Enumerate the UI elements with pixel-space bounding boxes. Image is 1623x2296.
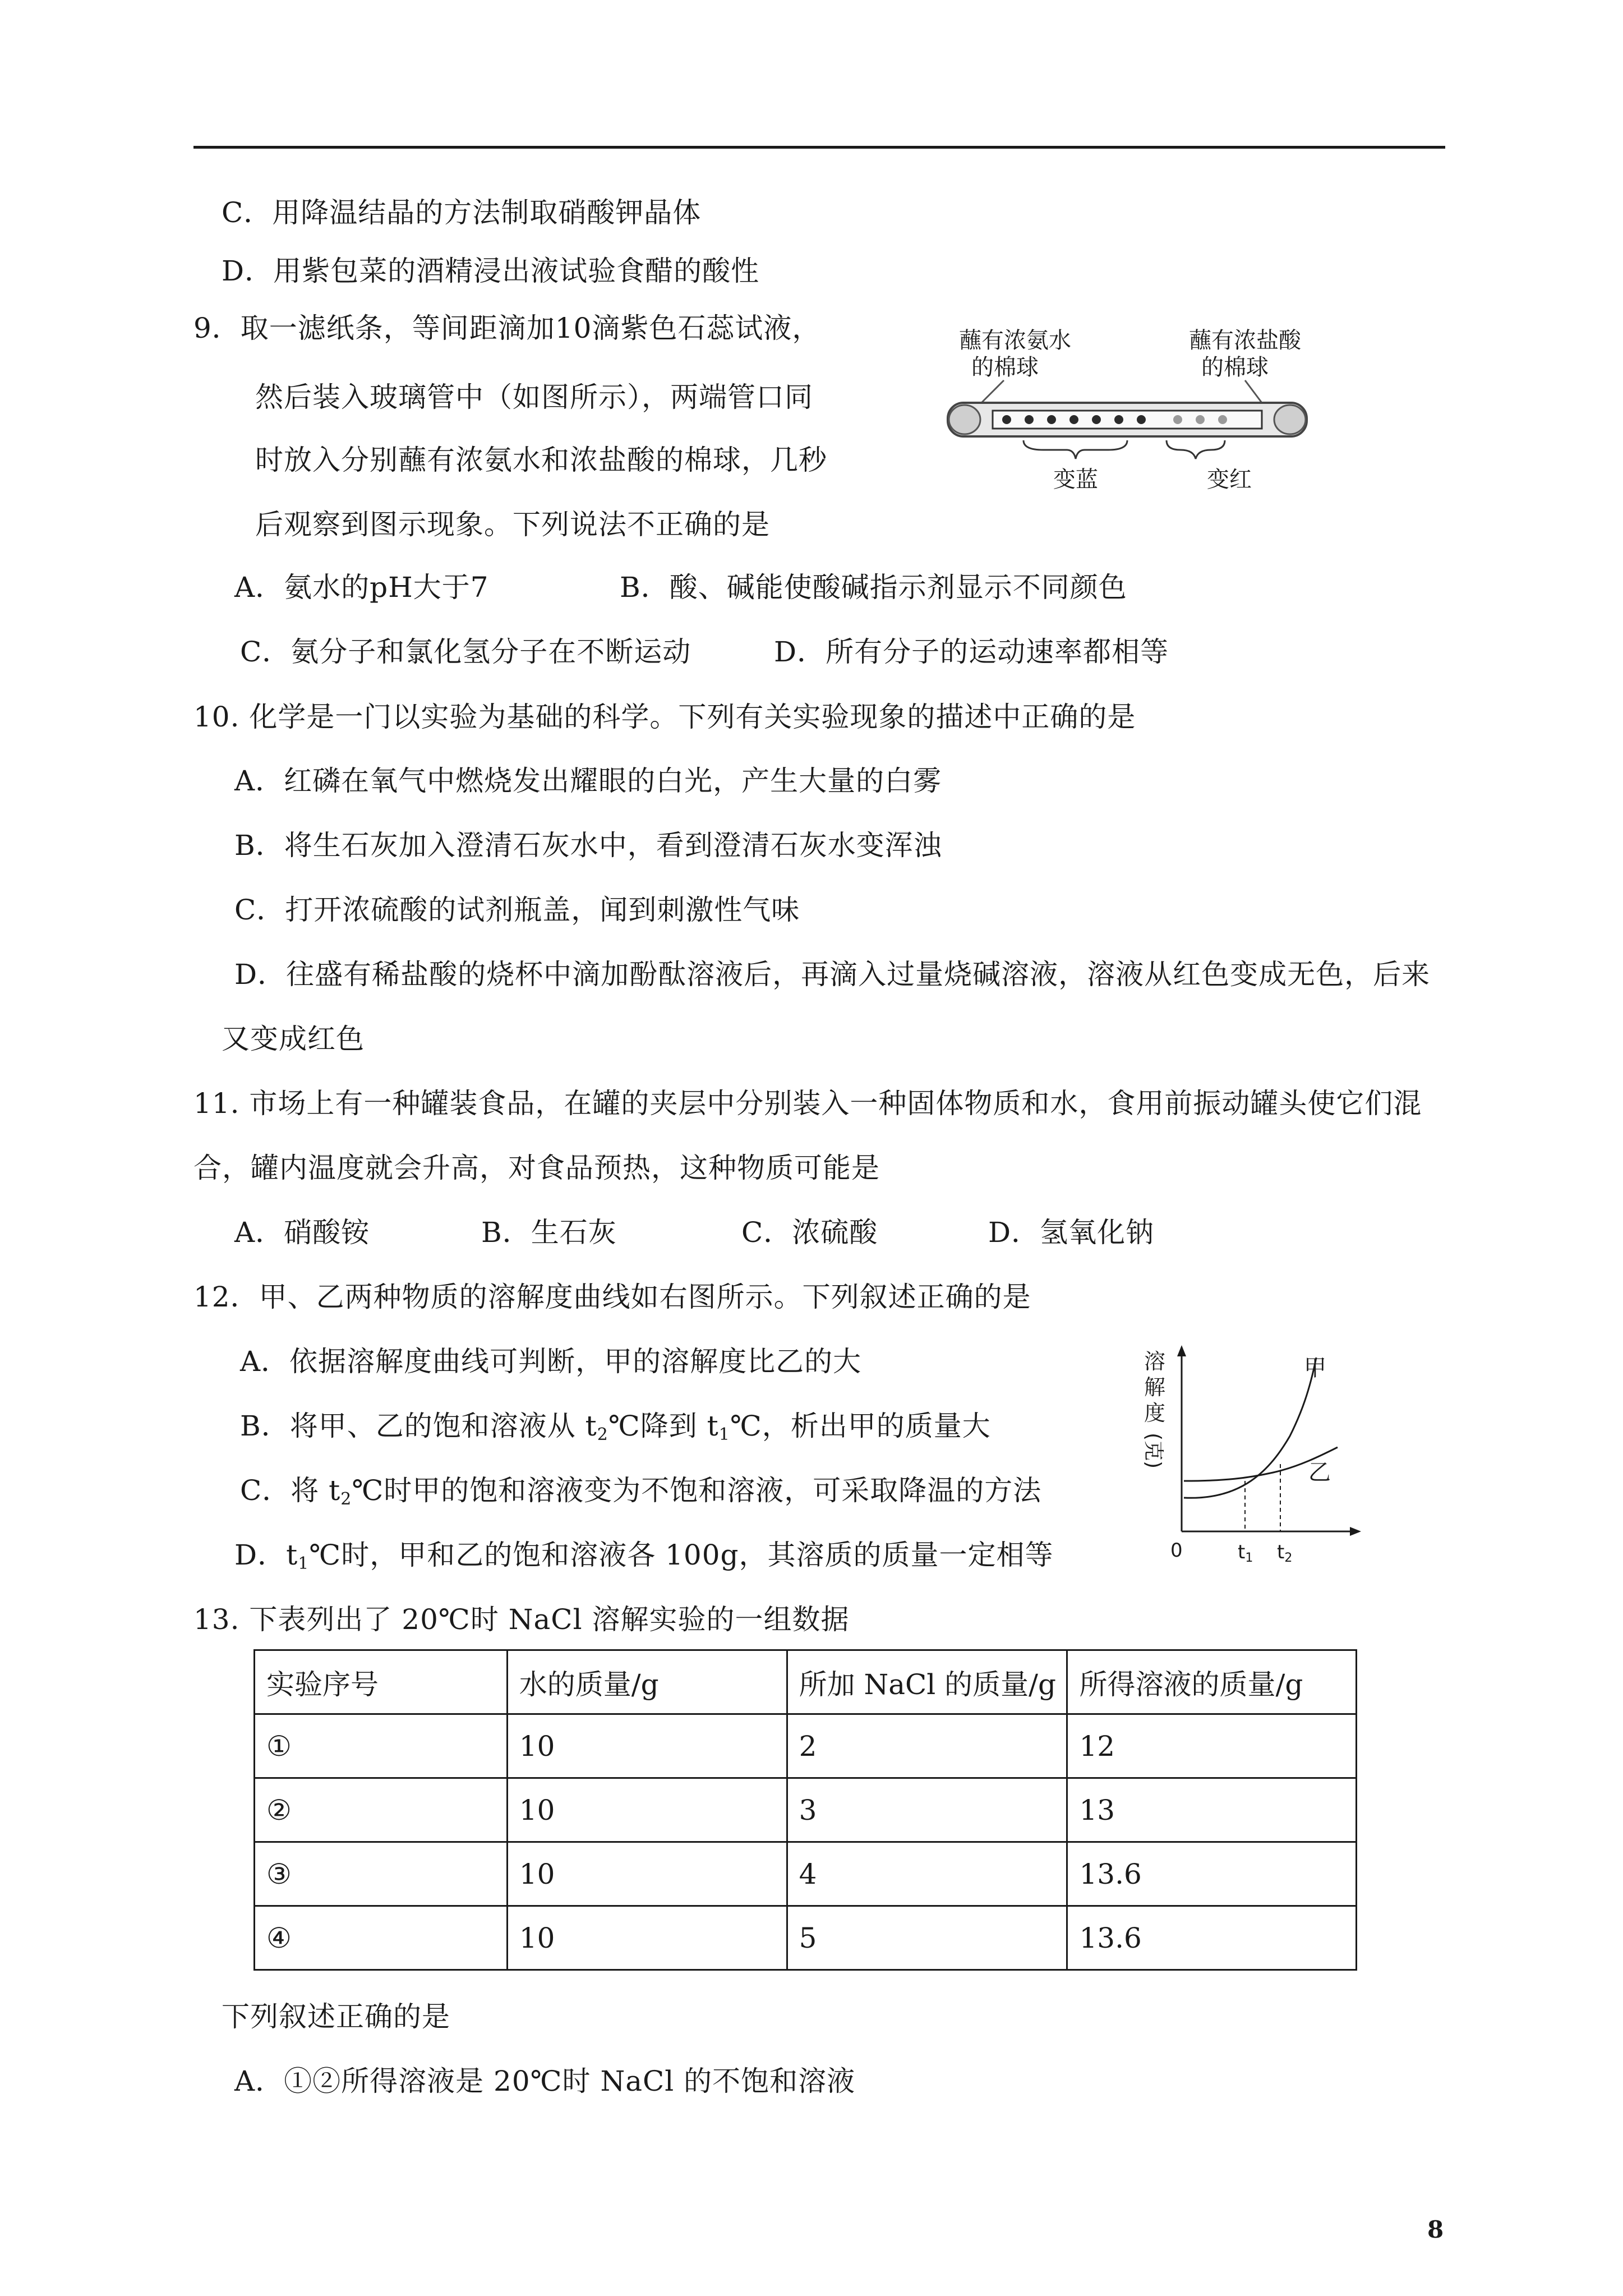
table-cell: ④ (255, 1906, 508, 1970)
q12-curve-yi-label: 乙 (1308, 1460, 1331, 1485)
table-header-cell: 水的质量/g (507, 1650, 787, 1714)
table-cell: 2 (787, 1714, 1067, 1778)
table-cell: ① (255, 1714, 508, 1778)
table-cell: 13.6 (1067, 1842, 1357, 1906)
q10-option-d-continued: 又变成红色 (222, 1023, 365, 1055)
q12-x-axis-arrow (1350, 1527, 1361, 1536)
q9-option-a: A．氨水的pH大于7 (234, 571, 489, 604)
q11-option-d: D．氢氧化钠 (988, 1216, 1155, 1249)
table-cell: 12 (1067, 1714, 1357, 1778)
q13-after-table: 下列叙述正确的是 (222, 2000, 450, 2033)
table-header-row (255, 1650, 1357, 1714)
q11-stem-line1: 11. 市场上有一种罐装食品，在罐的夹层中分别装入一种固体物质和水，食用前振动罐头使它们混 (193, 1087, 1422, 1120)
q10-option-c: C．打开浓硫酸的试剂瓶盖，闻到刺激性气味 (234, 894, 800, 926)
q12-ylabel-char-2: 解 (1144, 1375, 1166, 1400)
q9-stem-line3: 时放入分别蘸有浓氨水和浓盐酸的棉球，几秒 (255, 444, 827, 476)
q12-option-c: C．将 $t_2℃$时甲的饱和溶液变为不饱和溶液，可采取降温的方法 (240, 1474, 1042, 1509)
q11-option-a: A．硝酸铵 (234, 1216, 370, 1249)
q12-y-axis-arrow (1177, 1345, 1186, 1356)
q10-option-b: B．将生石灰加入澄清石灰水中，看到澄清石灰水变浑浊 (234, 829, 942, 862)
table-cell: 10 (507, 1778, 787, 1842)
table-row (255, 1714, 1357, 1778)
q9-left-pointer (981, 380, 1004, 403)
q9-option-d: D．所有分子的运动速率都相等 (774, 636, 1169, 668)
header-rule (193, 146, 1445, 149)
q9-dot-blue (1047, 415, 1056, 424)
q9-dot-blue (1137, 415, 1146, 424)
q9-stem-line2: 然后装入玻璃管中（如图所示），两端管口同 (255, 381, 813, 413)
table-cell: 10 (507, 1714, 787, 1778)
table-cell: 10 (507, 1842, 787, 1906)
q10-option-a: A．红磷在氧气中燃烧发出耀眼的白光，产生大量的白雾 (234, 765, 942, 797)
q9-blue-brace (1023, 440, 1127, 459)
q10-option-d: D．往盛有稀盐酸的烧杯中滴加酚酞溶液后，再滴入过量烧碱溶液，溶液从红色变成无色，后来 (234, 958, 1431, 991)
q9-dot-blue (1069, 415, 1078, 424)
q12-t1-label: t1 (1238, 1541, 1253, 1565)
table-cell: ③ (255, 1842, 508, 1906)
table-header-cell: 所得溶液的质量/g (1067, 1650, 1357, 1714)
q9-right-cotton-ball (1274, 405, 1306, 434)
q12-option-b: B．将甲、乙的饱和溶液从 $t_2℃$降到 $t_1℃$，析出甲的质量大 (240, 1410, 991, 1444)
q9-blue-label: 变蓝 (1053, 467, 1098, 493)
q9-right-pointer (1245, 380, 1262, 403)
q12-ylabel-char-1: 溶 (1144, 1349, 1166, 1374)
q13-data-table (253, 1649, 1357, 1971)
q13-stem: 13. 下表列出了 20℃时 NaCl 溶解实验的一组数据 (193, 1603, 850, 1636)
q9-dot-red (1196, 415, 1205, 424)
table-cell: 13 (1067, 1778, 1357, 1842)
page-number: 8 (1427, 2216, 1444, 2243)
q8-option-c: C．用降温结晶的方法制取硝酸钾晶体 (222, 196, 702, 229)
q9-dot-blue (1092, 415, 1101, 424)
q11-option-c: C．浓硫酸 (741, 1216, 878, 1249)
table-cell: 4 (787, 1842, 1067, 1906)
q9-dot-blue (1114, 415, 1123, 424)
q9-dot-blue (1002, 415, 1011, 424)
table-cell: 10 (507, 1906, 787, 1970)
q9-option-c: C．氨分子和氯化氢分子在不断运动 (240, 636, 691, 668)
q12-t2-label: t2 (1277, 1541, 1293, 1565)
q12-option-a: A．依据溶解度曲线可判断，甲的溶解度比乙的大 (240, 1345, 862, 1378)
q12-solubility-curve-figure (1130, 1341, 1371, 1576)
q12-stem: 12．甲、乙两种物质的溶解度曲线如右图所示。下列叙述正确的是 (193, 1281, 1031, 1313)
table-cell: 3 (787, 1778, 1067, 1842)
q12-curve-jia-label: 甲 (1304, 1355, 1326, 1381)
table-header-cell: 所加 NaCl 的质量/g (787, 1650, 1067, 1714)
table-row (255, 1906, 1357, 1970)
q9-dot-red (1218, 415, 1227, 424)
q9-left-label-2: 的棉球 (971, 355, 1039, 380)
q9-option-b: B．酸、碱能使酸碱指示剂显示不同颜色 (620, 571, 1127, 604)
table-cell: 13.6 (1067, 1906, 1357, 1970)
q9-stem-line4: 后观察到图示现象。下列说法不正确的是 (255, 508, 770, 541)
q12-ylabel-char-3: 度 (1144, 1401, 1166, 1425)
table-header-cell: 实验序号 (255, 1650, 508, 1714)
q12-origin-label: 0 (1170, 1539, 1183, 1562)
q9-red-label: 变红 (1207, 467, 1252, 493)
q9-left-cotton-ball (949, 405, 980, 434)
q11-option-b: B．生石灰 (481, 1216, 617, 1249)
q12-option-d: D．$t_1℃$时，甲和乙的饱和溶液各 100g，其溶质的质量一定相等 (234, 1539, 1054, 1573)
table-row (255, 1778, 1357, 1842)
q10-stem: 10. 化学是一门以实验为基础的科学。下列有关实验现象的描述中正确的是 (193, 701, 1136, 733)
q9-red-brace (1166, 440, 1225, 459)
q8-option-d: D．用紫包菜的酒精浸出液试验食醋的酸性 (222, 255, 760, 287)
q11-stem-line2: 合，罐内温度就会升高，对食品预热，这种物质可能是 (193, 1152, 880, 1184)
q9-stem-line1: 9．取一滤纸条，等间距滴加10滴紫色石蕊试液， (193, 312, 821, 344)
q9-left-label-1: 蘸有浓氨水 (959, 328, 1071, 353)
q12-ylabel-unit: (克) (1142, 1433, 1165, 1469)
table-row (255, 1842, 1357, 1906)
table-cell: ② (255, 1778, 508, 1842)
q9-right-label-1: 蘸有浓盐酸 (1189, 328, 1301, 353)
q13-option-a: A．①②所得溶液是 20℃时 NaCl 的不饱和溶液 (234, 2065, 856, 2097)
table-cell: 5 (787, 1906, 1067, 1970)
q9-dot-red (1173, 415, 1182, 424)
q9-dot-blue (1025, 415, 1034, 424)
q9-right-label-2: 的棉球 (1201, 355, 1269, 380)
q9-glass-tube-figure (931, 325, 1324, 494)
